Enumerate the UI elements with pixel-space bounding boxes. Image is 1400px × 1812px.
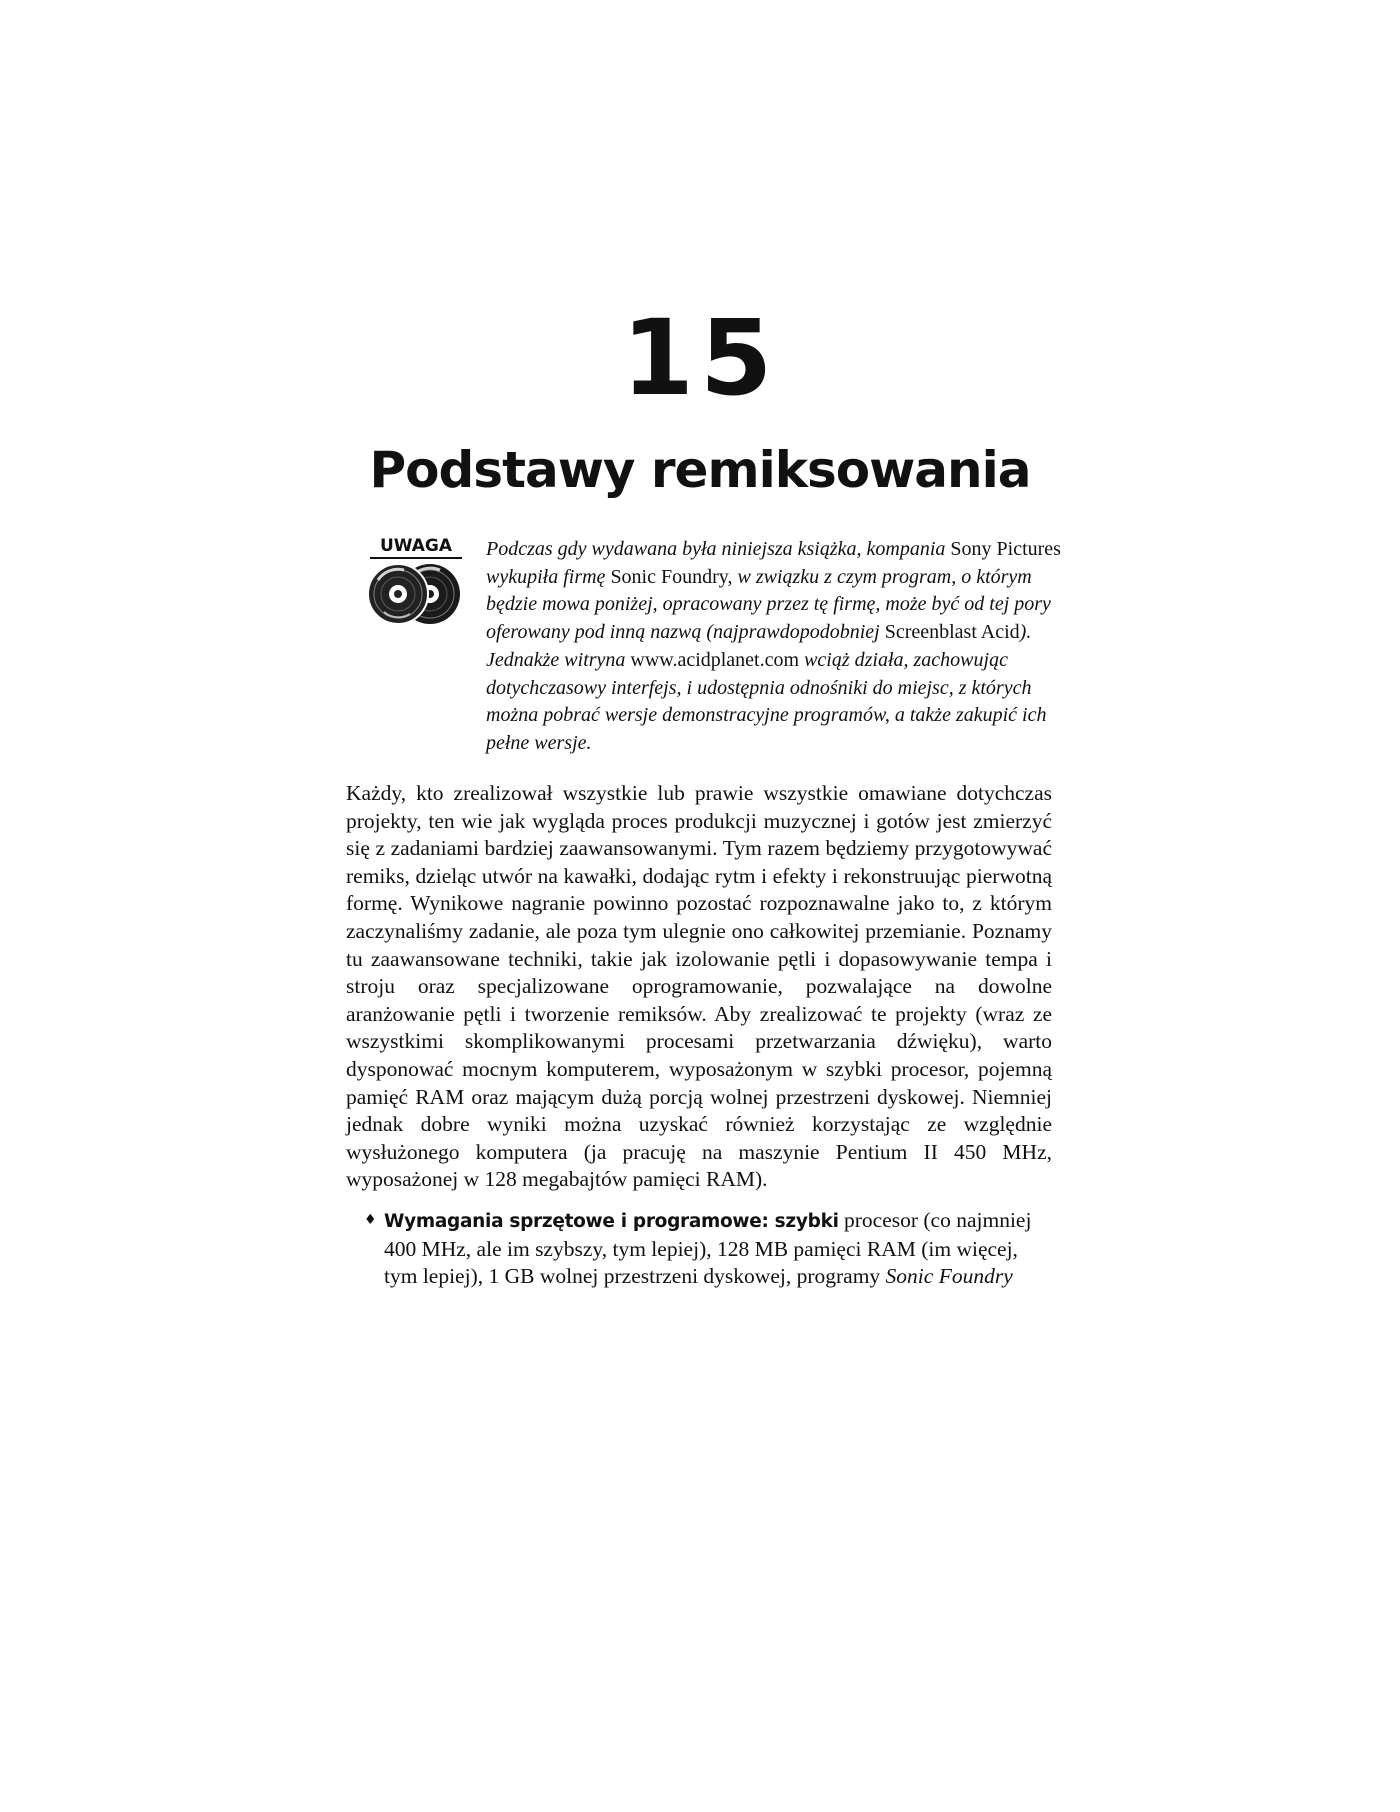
note-text-segment: w związku z czym program, o którym będzie mowa poniżej, opracowany przez tę firmę, może być od tej pory oferowany pod inną nazwą (najprawdopodobniej: [486, 565, 1051, 644]
requirements-text: procesor (co najmniej 400 MHz, ale im szybszy, tym lepiej), 128 MB pamięci RAM (im więcej, tym lepiej), 1 GB wolnej przestrzeni dyskowej, programy: [384, 1208, 1032, 1289]
note-text-segment: wykupiła firmę: [486, 565, 606, 588]
chapter-title: Podstawy remiksowania: [369, 441, 1031, 499]
note-box: [362, 536, 1062, 766]
note-text-segment: wciąż działa, zachowując dotychczasowy interfejs, i udostępnia odnośniki do miejsc, z których można pobrać wersje demonstracyjne programów, a także zakupić ich pełne wersje.: [486, 648, 1047, 754]
note-text-segment: Podczas gdy wydawana była niniejsza książka, kompania: [486, 538, 946, 560]
requirements-lead: Wymagania sprzętowe i programowe: szybki: [384, 1211, 839, 1232]
note-program-name: Screenblast Acid: [884, 621, 1020, 644]
requirements-emphasis: Sonic Foundry: [885, 1264, 1013, 1289]
note-website-link[interactable]: www.acidplanet.com: [630, 648, 800, 671]
note-text-segment: ). Jednakże witryna: [486, 621, 1032, 671]
requirements-item: [364, 1207, 1052, 1291]
note-company-name: Sonic Foundry,: [610, 565, 733, 588]
body-paragraph: Każdy, kto zrealizował wszystkie lub prawie wszystkie omawiane dotychczas projekty, ten wie jak wygląda proces produkcji muzycznej i gotów jest zmierzyć się z zadaniami bardziej zaawansowanymi. Tym razem będziemy przygotowywać remiks, dzieląc utwór na kawałki, dodając rytm i efekty i rekonstruując pierwotną formę. Wynikowe nagranie powinno pozostać rozpoznawalne jako to, z którym zaczynaliśmy zadanie, ale poza tym ulegnie ono całkowitej przemianie. Poznamy tu zaawansowane techniki, takie jak izolowanie pętli i dopasowywanie tempa i stroju oraz specjalizowane oprogramowanie, pozwalające na dowolne aranżowanie pętli i tworzenie remiksów. Aby zrealizować te projekty (wraz ze wszystkimi skomplikowanymi procesami przetwarzania dźwięku), warto dysponować mocnym komputerem, wyposażonym w szybki procesor, pojemną pamięć RAM oraz mającym dużą porcją wolnej przestrzeni dyskowej. Niemniej jednak dobre wyniki można uzyskać również korzystając ze względnie wysłużonego komputera (ja pracuję na maszynie Pentium II 450 MHz, wyposażonej w 128 megabajtów pamięci RAM).: [346, 781, 1052, 1192]
note-label: UWAGA: [370, 536, 462, 559]
note-text: [486, 536, 1062, 758]
cd-discs-icon: [364, 560, 468, 626]
chapter-number: 15: [621, 297, 779, 419]
bullet-icon: ♦: [364, 1212, 377, 1228]
note-company-name: Sony Pictures: [950, 538, 1061, 560]
